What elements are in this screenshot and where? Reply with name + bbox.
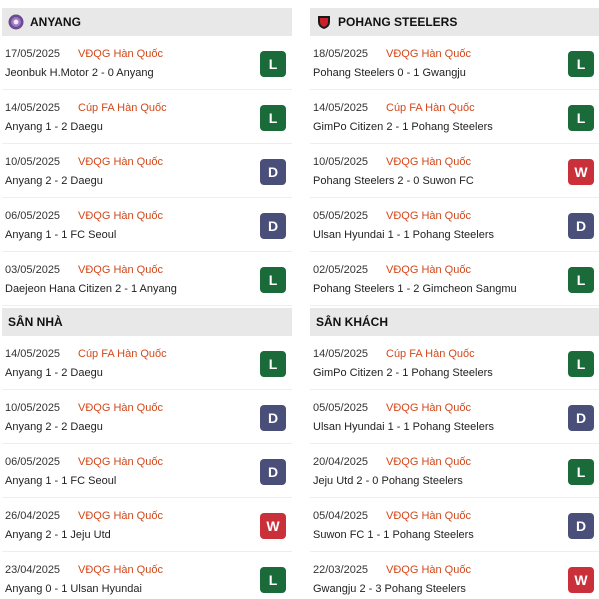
- match-date: 14/05/2025: [313, 348, 369, 360]
- result-badge: L: [568, 459, 594, 485]
- match-score: Anyang 2 - 2 Daegu: [5, 175, 103, 187]
- match-row[interactable]: [2, 252, 292, 306]
- match-row[interactable]: [310, 336, 599, 390]
- match-row[interactable]: [2, 90, 292, 144]
- result-badge: L: [260, 51, 286, 77]
- match-row[interactable]: [2, 444, 292, 498]
- match-row[interactable]: [310, 444, 599, 498]
- match-date: 14/05/2025: [313, 102, 369, 114]
- match-list-pohang: [310, 36, 599, 306]
- section-header-away: [310, 308, 599, 336]
- match-league: VĐQG Hàn Quốc: [386, 510, 471, 522]
- result-badge: D: [260, 405, 286, 431]
- match-date: 22/03/2025: [313, 564, 369, 576]
- result-badge: D: [260, 213, 286, 239]
- result-badge: L: [568, 51, 594, 77]
- match-row[interactable]: [2, 498, 292, 552]
- match-score: Daejeon Hana Citizen 2 - 1 Anyang: [5, 283, 177, 295]
- result-badge: L: [260, 567, 286, 593]
- match-league: Cúp FA Hàn Quốc: [78, 348, 167, 360]
- anyang-logo-icon: [8, 14, 24, 30]
- section-header-home: [2, 308, 292, 336]
- match-score: Anyang 1 - 2 Daegu: [5, 121, 103, 133]
- result-badge: D: [260, 159, 286, 185]
- match-score: Anyang 1 - 1 FC Seoul: [5, 229, 117, 241]
- match-row[interactable]: [310, 390, 599, 444]
- match-league: VĐQG Hàn Quốc: [386, 48, 471, 60]
- match-score: Jeonbuk H.Motor 2 - 0 Anyang: [5, 67, 154, 79]
- match-row[interactable]: [310, 90, 599, 144]
- match-date: 05/05/2025: [313, 402, 369, 414]
- result-badge: L: [568, 351, 594, 377]
- match-score: Anyang 2 - 1 Jeju Utd: [5, 529, 111, 541]
- match-row[interactable]: [2, 336, 292, 390]
- match-league: VĐQG Hàn Quốc: [78, 402, 163, 414]
- match-score: Pohang Steelers 2 - 0 Suwon FC: [313, 175, 474, 187]
- match-row[interactable]: [2, 198, 292, 252]
- result-badge: D: [568, 513, 594, 539]
- match-league: Cúp FA Hàn Quốc: [386, 102, 475, 114]
- match-score: Pohang Steelers 1 - 2 Gimcheon Sangmu: [313, 283, 517, 295]
- match-row[interactable]: [310, 36, 599, 90]
- section-title: SÂN NHÀ: [8, 315, 63, 329]
- match-league: VĐQG Hàn Quốc: [386, 264, 471, 276]
- match-league: VĐQG Hàn Quốc: [386, 210, 471, 222]
- match-league: VĐQG Hàn Quốc: [78, 48, 163, 60]
- result-badge: W: [568, 567, 594, 593]
- match-date: 06/05/2025: [5, 210, 61, 222]
- match-league: VĐQG Hàn Quốc: [78, 456, 163, 468]
- match-league: VĐQG Hàn Quốc: [78, 264, 163, 276]
- result-badge: W: [568, 159, 594, 185]
- result-badge: W: [260, 513, 286, 539]
- left-column: [2, 8, 292, 599]
- match-list-home: [2, 336, 292, 599]
- match-date: 06/05/2025: [5, 456, 61, 468]
- match-league: Cúp FA Hàn Quốc: [78, 102, 167, 114]
- match-date: 23/04/2025: [5, 564, 61, 576]
- match-league: VĐQG Hàn Quốc: [78, 156, 163, 168]
- right-column: [310, 8, 599, 599]
- match-league: VĐQG Hàn Quốc: [386, 402, 471, 414]
- match-score: Anyang 1 - 1 FC Seoul: [5, 475, 117, 487]
- section-header-anyang: [2, 8, 292, 36]
- result-badge: L: [568, 267, 594, 293]
- match-score: Ulsan Hyundai 1 - 1 Pohang Steelers: [313, 421, 494, 433]
- match-date: 02/05/2025: [313, 264, 369, 276]
- match-row[interactable]: [2, 36, 292, 90]
- match-league: VĐQG Hàn Quốc: [386, 156, 471, 168]
- section-title: SÂN KHÁCH: [316, 315, 388, 329]
- match-score: GimPo Citizen 2 - 1 Pohang Steelers: [313, 121, 493, 133]
- match-score: Ulsan Hyundai 1 - 1 Pohang Steelers: [313, 229, 494, 241]
- match-row[interactable]: [310, 498, 599, 552]
- match-date: 14/05/2025: [5, 102, 61, 114]
- match-score: Jeju Utd 2 - 0 Pohang Steelers: [313, 475, 463, 487]
- section-title: POHANG STEELERS: [338, 15, 458, 29]
- match-date: 10/05/2025: [313, 156, 369, 168]
- match-date: 05/04/2025: [313, 510, 369, 522]
- match-row[interactable]: [2, 552, 292, 599]
- result-badge: D: [568, 405, 594, 431]
- match-row[interactable]: [310, 252, 599, 306]
- match-league: VĐQG Hàn Quốc: [78, 210, 163, 222]
- result-badge: D: [260, 459, 286, 485]
- match-score: Suwon FC 1 - 1 Pohang Steelers: [313, 529, 474, 541]
- match-row[interactable]: [2, 390, 292, 444]
- match-row[interactable]: [310, 198, 599, 252]
- match-date: 14/05/2025: [5, 348, 61, 360]
- match-row[interactable]: [310, 552, 599, 599]
- result-badge: L: [260, 105, 286, 131]
- match-date: 05/05/2025: [313, 210, 369, 222]
- match-score: GimPo Citizen 2 - 1 Pohang Steelers: [313, 367, 493, 379]
- match-date: 26/04/2025: [5, 510, 61, 522]
- match-date: 10/05/2025: [5, 402, 61, 414]
- result-badge: L: [568, 105, 594, 131]
- result-badge: L: [260, 267, 286, 293]
- match-date: 20/04/2025: [313, 456, 369, 468]
- match-date: 03/05/2025: [5, 264, 61, 276]
- match-date: 10/05/2025: [5, 156, 61, 168]
- match-score: Anyang 2 - 2 Daegu: [5, 421, 103, 433]
- match-league: Cúp FA Hàn Quốc: [386, 348, 475, 360]
- match-row[interactable]: [2, 144, 292, 198]
- match-score: Pohang Steelers 0 - 1 Gwangju: [313, 67, 466, 79]
- section-title: ANYANG: [30, 15, 81, 29]
- match-date: 18/05/2025: [313, 48, 369, 60]
- match-score: Gwangju 2 - 3 Pohang Steelers: [313, 583, 466, 595]
- match-league: VĐQG Hàn Quốc: [386, 456, 471, 468]
- match-list-anyang: [2, 36, 292, 306]
- match-list-away: [310, 336, 599, 599]
- section-header-pohang: [310, 8, 599, 36]
- match-score: Anyang 0 - 1 Ulsan Hyundai: [5, 583, 142, 595]
- match-league: VĐQG Hàn Quốc: [386, 564, 471, 576]
- match-league: VĐQG Hàn Quốc: [78, 564, 163, 576]
- match-league: VĐQG Hàn Quốc: [78, 510, 163, 522]
- result-badge: L: [260, 351, 286, 377]
- pohang-logo-icon: [316, 14, 332, 30]
- result-badge: D: [568, 213, 594, 239]
- match-row[interactable]: [310, 144, 599, 198]
- match-date: 17/05/2025: [5, 48, 61, 60]
- match-score: Anyang 1 - 2 Daegu: [5, 367, 103, 379]
